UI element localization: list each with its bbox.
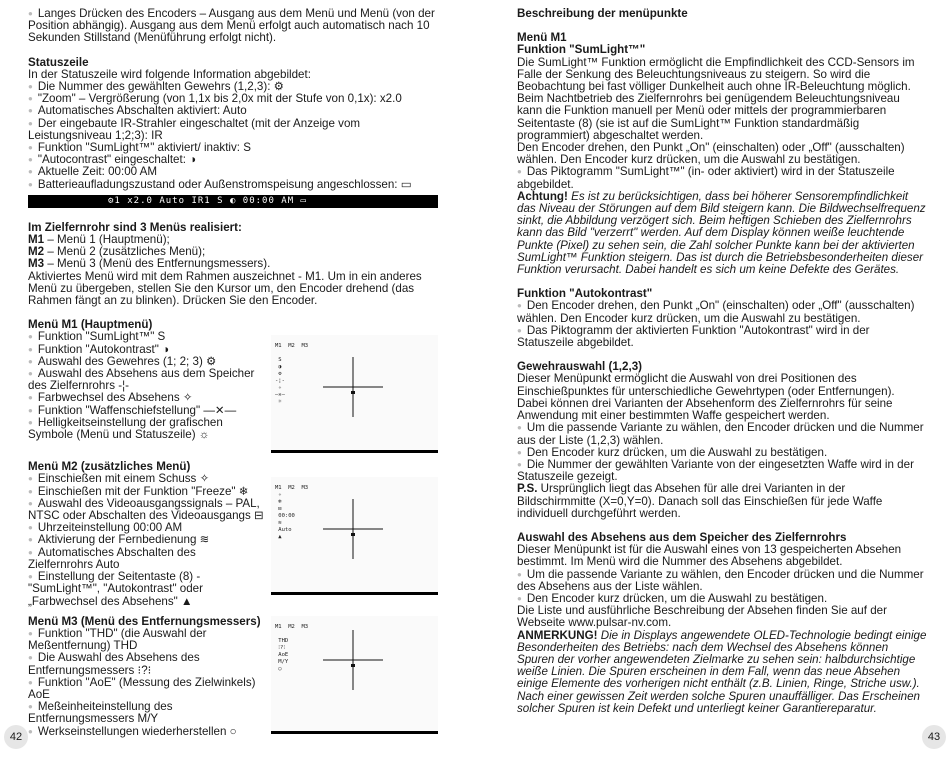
menu-key: M3 — [28, 257, 45, 271]
list-item: ● Funktion "THD" (die Auswahl der Meßentfernung) THD — [28, 628, 264, 652]
menu-desc: – Menü 2 (zusätzliches Menü); — [44, 245, 206, 259]
menu-desc: – Menü 1 (Hauptmenü); — [44, 233, 170, 247]
list-item: ● Automatisches Abschalten aktiviert: Auto — [28, 105, 438, 117]
list-item: ● Funktion "AoE" (Messung des Zielwinkels) AoE — [28, 677, 264, 701]
anmerkung-label: ANMERKUNG! — [517, 628, 598, 642]
list-item: ● Den Encoder drehen, den Punkt „On" (einschalten) oder „Off" (ausschalten) wählen. Den Encoder kurz drücken, um die Auswahl zu bestätigen. — [517, 300, 927, 324]
menus-heading: Im Zielfernrohr sind 3 Menüs realisiert: — [28, 220, 242, 234]
menu-desc: – Menü 3 (Menü des Entfernungsmessers). — [44, 257, 271, 271]
status-intro: In der Statuszeile wird folgende Information abgebildet: — [28, 67, 311, 81]
gewehr-text: Dieser Menüpunkt ermöglicht die Auswahl von drei Positionen des Einschießpunktes für unterschiedliche Gewehrtypen (oder Entfernungen). Dabei können drei Varianten der Absehenform des Zielfernrohrs für seine Anwendung mit einer bestimmten Waffe gespeichert werden. — [517, 372, 895, 423]
m1-screen-image — [271, 335, 438, 453]
gewehr-heading: Gewehrauswahl (1,2,3) — [517, 360, 643, 374]
list-item: ● "Zoom" – Vergrößerung (von 1,1x bis 2,0x mit der Stufe von 0,1x): x2.0 — [28, 93, 438, 105]
crosshair-icon — [271, 477, 438, 595]
list-item: ● Um die passende Variante zu wählen, den Encoder drücken und die Nummer des Absehens aus der Liste wählen. — [517, 569, 927, 593]
menu-list-item — [28, 258, 438, 270]
m1-heading: Menü M1 — [517, 31, 567, 45]
right-page — [517, 8, 927, 715]
list-item: ● Funktion "Autokontrast" ◑ — [28, 344, 264, 356]
active-menu-text: Aktiviertes Menü wird mit dem Rahmen auszeichnet - M1. Um in ein anderes Menü zu übergeben, stellen Sie den Kursor um, den Encoder drehend (das Rahmen fängt an zu blinken). Drücken Sie den Encoder. — [28, 269, 422, 308]
list-item: ● Das Piktogramm "SumLight™" (in- oder aktiviert) wird in der Statuszeile abgebildet. — [517, 166, 927, 190]
list-item: ● Aktuelle Zeit: 00:00 AM — [28, 166, 438, 178]
left-page — [28, 8, 438, 738]
m3-section — [28, 616, 438, 738]
list-item: ● Funktion "SumLight™" S — [28, 331, 264, 343]
page-number-right: 43 — [922, 725, 946, 749]
m3-screen-image — [271, 616, 438, 734]
list-item: ● Funktion "Waffenschiefstellung" —✕— — [28, 405, 264, 417]
sumlight-encoder: Den Encoder drehen, den Punkt „On" (einschalten) oder „Off" (ausschalten) wählen. Den Encoder kurz drücken, um die Auswahl zu bestätigen. — [517, 141, 905, 167]
list-item: ● Automatisches Abschalten des Zielfernrohrs Auto — [28, 547, 264, 571]
absehen-list-text: Die Liste und ausführliche Beschreibung der Absehen finden Sie auf der Webseite www.pulsar-nv.com. — [517, 604, 887, 630]
list-item: ● Auswahl des Videoausgangssignals – PAL, NTSC oder Abschalten des Videoausgangs ⊟ — [28, 498, 264, 522]
right-heading: Beschreibung der menüpunkte — [517, 7, 688, 20]
screen-menu-text: M1 M2 M3 ✧ ❄ ⊟ 00:00 ≋ Auto ▲ — [275, 485, 309, 541]
list-item: ● Den Encoder kurz drücken, um die Auswahl zu bestätigen. — [517, 447, 927, 459]
list-item: ● Uhrzeiteinstellung 00:00 AM — [28, 522, 264, 534]
list-item: ● Der eingebaute IR-Strahler eingeschaltet (mit der Anzeige vom Leistungsniveau 1;2;3): IR — [28, 118, 438, 142]
achtung-label: Achtung! — [517, 189, 568, 203]
screen-menu-text: M1 M2 M3 S ◑ ⚙ -¦- ✧ —✕— ☼ — [275, 343, 309, 406]
page-number-left: 42 — [4, 725, 28, 749]
achtung-text: Es ist zu berücksichtigen, dass bei höherer Sensorempfindlichkeit das Niveau der Störungen auf dem Bild steigern kann. Die Bildwechselfrequenz sinkt, die Abbildung verzögert sich. Beim heftigen Schieben des Zielfernrohrs kann das Bild "verzerrt" werden. Auf dem Display können weiße leuchtende Punkte (Pixel) zu sehen sein, die Zahl solcher Punkte kann bei der aktivierten SumLight™ Funktion steigern. Das ist durch die Betriebsbesonderheiten dieser Funktion verursacht. Dabei handelt es sich um keine Defekte des Gerätes. — [517, 189, 926, 277]
autokontrast-heading: Funktion "Autokontrast" — [517, 287, 653, 301]
list-item: ● Einstellung der Seitentaste (8) - "SumLight™", "Autokontrast" oder „Farbwechsel des Absehens" ▲ — [28, 571, 264, 608]
list-item: ● Um die passende Variante zu wählen, den Encoder drücken und die Nummer aus der Liste (1,2,3) wählen. — [517, 422, 927, 446]
status-list — [28, 81, 438, 191]
m3-heading: Menü M3 (Menü des Entfernungsmessers) — [28, 614, 261, 628]
list-item: ● Helligkeitseinstellung der grafischen Symbole (Menü und Statuszeile) ☼ — [28, 417, 264, 441]
sumlight-text: Die SumLight™ Funktion ermöglicht die Empfindlichkeit des CCD-Sensors im Falle der Senkung des Beleuchtungsniveaus zu steigern. So wird die Beobachtung bei fast völliger Dunkelheit auch ohne IR-Beleuchtung möglich. Beim Nachtbetrieb des Zielfernrohrs bei genügendem Beleuchtungsniveau kann die Funktion manuell per Menü oder mittels der programmierbaren Seitentaste (8) (sie ist auf die SumLight™ Funktion standardmäßig programmiert) abgeschaltet werden. — [517, 55, 915, 142]
m1-section — [28, 319, 438, 453]
menu-key: M2 — [28, 245, 45, 259]
ps-label: P.S. — [517, 482, 538, 496]
list-item: ● "Autocontrast" eingeschaltet: ◑ — [28, 154, 438, 166]
list-item: ● Auswahl des Absehens aus dem Speicher des Zielfernrohrs -¦- — [28, 368, 264, 392]
list-item: ● Den Encoder kurz drücken, um die Auswahl zu bestätigen. — [517, 593, 927, 605]
m2-heading: Menü M2 (zusätzliches Menü) — [28, 460, 191, 474]
list-item: ● Die Nummer des gewählten Gewehrs (1,2,3): ⚙ — [28, 81, 438, 93]
anmerkung-text: Die in Displays angewendete OLED-Technologie bedingt einige Besonderheiten des Betriebs: nach dem Wechsel des Absehens können Spuren der vorher angewendeten Zielmarke zu sehen sein: halbdurchsichtige weiße Linien. Die Spuren erscheinen in dem Fall, wenn das neue Absehen einige Elemente des vorherigen nicht enthält (z.B. Linien, Ringe, Striche usw.). Nach einer gewissen Zeit werden solche Spuren unauffälliger. Das Erscheinen solcher Spuren ist kein Defekt und unterliegt keiner Garantiereparatur. — [517, 628, 927, 715]
list-item: ● Die Auswahl des Absehens des Entfernungsmessers ⁝?⁝ — [28, 652, 264, 676]
list-item: ● Funktion "SumLight™" aktiviert/ inaktiv: S — [28, 142, 438, 154]
crosshair-icon — [271, 616, 438, 734]
sumlight-heading: Funktion "SumLight™" — [517, 43, 646, 57]
screen-menu-text: M1 M2 M3 THD ⁝?⁝ AoE M/Y ○ — [275, 623, 309, 672]
list-item: ● Werkseinstellungen wiederherstellen ○ — [28, 726, 264, 738]
list-item: ● Die Nummer der gewählten Variante von der eingesetzten Waffe wird in der Statuszeile gezeigt. — [517, 459, 927, 483]
crosshair-icon — [271, 335, 438, 453]
m2-section — [28, 461, 438, 607]
absehen-text: Dieser Menüpunkt ist für die Auswahl eines von 13 gespeicherten Absehen bestimmt. Im Menü wird die Nummer des Absehens abgebildet. — [517, 543, 902, 569]
list-item: ● Das Piktogramm der aktivierten Funktion "Autokontrast" wird in der Statuszeile abgebildet. — [517, 325, 927, 349]
list-item: ● Meßeinheiteinstellung des Entfernungsmessers M/Y — [28, 701, 264, 725]
list-item: ● Farbwechsel des Absehens ✧ — [28, 392, 264, 404]
m1-heading: Menü M1 (Hauptmenü) — [28, 318, 153, 332]
absehen-heading: Auswahl des Absehens aus dem Speicher des Zielfernrohrs — [517, 530, 847, 544]
list-item: ● Einschießen mit der Funktion "Freeze" ❄ — [28, 486, 264, 498]
status-heading: Statuszeile — [28, 55, 89, 69]
ps-text: Ursprünglich liegt das Absehen für alle drei Varianten in der Bildschirmmitte (X=0,Y=0). Danach soll das Einschießen für jede Waffe individuell durchgeführt werden. — [517, 482, 883, 520]
list-item: ● Auswahl des Gewehres (1; 2; 3) ⚙ — [28, 356, 264, 368]
m2-screen-image — [271, 477, 438, 595]
status-bar-illustration: ⚙1 x2.0 Auto IR1 S ◐ 00:00 AM ▭ — [28, 195, 438, 208]
list-item: ● Batterieaufladungszustand oder Außenstromspeisung angeschlossen: ▭ — [28, 179, 438, 191]
menu-key: M1 — [28, 233, 45, 247]
list-item: ● Aktivierung der Fernbedienung ≋ — [28, 534, 264, 546]
intro-paragraph: ● Langes Drücken des Encoders – Ausgang aus dem Menü und Menü (von der Position abhängig). Ausgang aus dem Menü erfolgt auch automatisch nach 10 Sekunden Stillstand (Menüführung erfolgt nicht). — [28, 8, 438, 45]
list-item: ● Einschießen mit einem Schuss ✧ — [28, 473, 264, 485]
